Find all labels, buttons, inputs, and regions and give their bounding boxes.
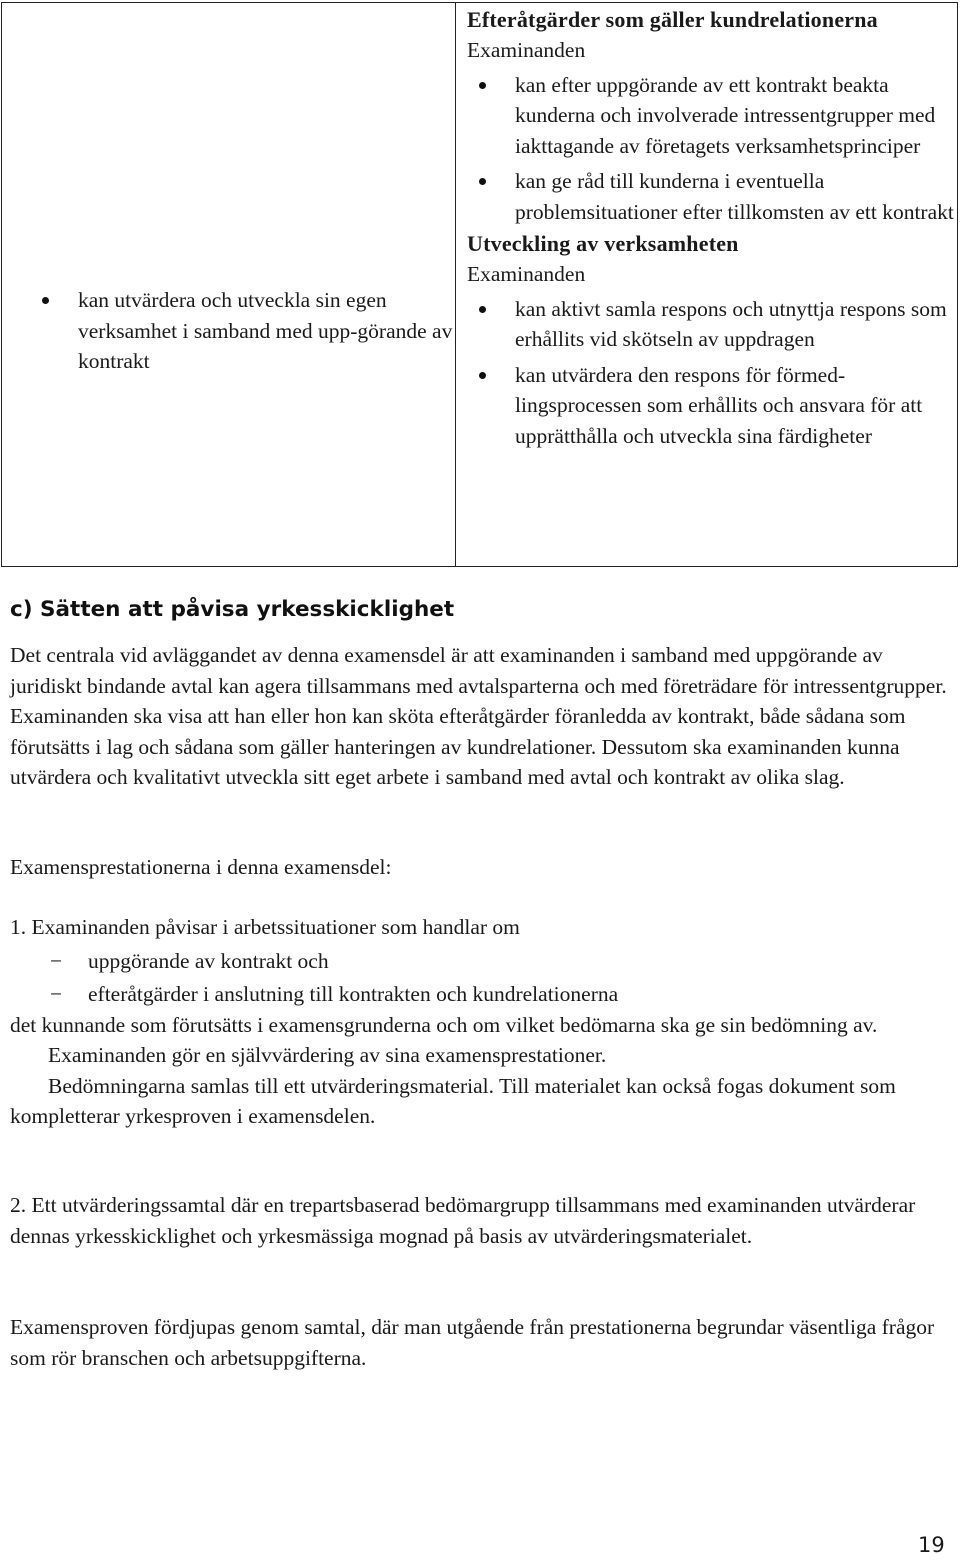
list-item [10,979,955,1010]
subheading-development: Utveckling av verksamheten [467,231,739,256]
bullet-text: kan aktivt samla respons och utnyttja respons som erhållits vid skötseln av uppdragen [515,296,947,351]
dash-text: uppgörande av kontrakt och [88,948,329,973]
item1-lead: 1. Examinanden påvisar i arbetssituationer som handlar om [10,915,520,939]
list-item [467,166,955,227]
assessments: Bedömningarna samlas till ett utvärderingsmaterial. Till materialet kan också fogas dokument som kompletterar yrkesproven i examensdelen. [10,1073,896,1128]
bullet-icon [479,178,486,185]
closing-paragraph: Examensproven fördjupas genom samtal, där man utgående från prestationerna begrundar väsentliga frågor som rör branschen och arbetsuppgifterna. [10,1315,935,1370]
list-item [2,285,454,377]
dash-mark: − [50,982,63,1006]
bullet-icon [479,372,486,379]
item1-tail: det kunnande som förutsätts i examensgrunderna och om vilket bedömarna ska ge sin bedömning av. [10,1012,878,1037]
table-right-cell [467,3,955,451]
list-item [10,946,955,977]
bullet-icon [479,306,486,313]
examinee-label: Examinanden [467,262,586,286]
performance-item-1 [10,912,955,1132]
bullet-text: kan ge råd till kunderna i eventuella problemsituationer efter tillkomsten av ett kontrakt [515,169,954,224]
bullet-text: kan efter uppgörande av ett kontrakt beakta kunderna och involverade intressentgrupper med iakttagande av företagets verksamhetsprinciper [515,72,936,158]
bullet-text: kan utvärdera den respons för förmed-lingsprocessen som erhållits och ansvara för att upprätthålla och utveckla sina färdigheter [515,362,923,448]
section-heading: c) Sätten att påvisa yrkesskicklighet [10,597,455,622]
dash-text: efteråtgärder i anslutning till kontrakten och kundrelationerna [88,982,619,1006]
list-item [467,360,955,452]
left-bullet-text: kan utvärdera och utveckla sin egen verksamhet i samband med upp-görande av kontrakt [78,288,453,373]
subheading-customer-relations: Efteråtgärder som gäller kundrelationerna [467,7,878,32]
bullet-icon [42,297,49,304]
page-number: 19 [918,1533,945,1557]
performances-label: Examensprestationerna i denna examensdel: [10,855,392,879]
table-left-cell [2,285,454,377]
table-column-divider [455,3,456,566]
examinee-label: Examinanden [467,38,586,62]
list-item [467,70,955,162]
self-evaluation: Examinanden gör en självvärdering av sina examensprestationer. [48,1043,607,1067]
list-item [467,294,955,355]
performance-item-2: 2. Ett utvärderingssamtal där en trepartsbaserad bedömargrupp tillsammans med examinanden utvärderar dennas yrkesskicklighet och yrkesmässiga mognad på basis av utvärderingsmaterialet. [10,1193,916,1248]
intro-paragraph: Det centrala vid avläggandet av denna examensdel är att examinanden i samband med uppgörande av juridiskt bindande avtal kan agera tillsammans med avtalsparterna och med företrädare för intressentgrupper. Examinanden ska visa att han eller hon kan sköta efteråtgärder föranledda av kontrakt, både sådana som förutsätts i lag och sådana som gäller hanteringen av kundrelationer. Dessutom ska examinanden kunna utvärdera och kvalitativt utveckla sitt eget arbete i samband med avtal och kontrakt av olika slag. [10,643,947,789]
bullet-icon [479,82,486,89]
criteria-table [1,2,958,567]
dash-mark: − [50,948,63,973]
